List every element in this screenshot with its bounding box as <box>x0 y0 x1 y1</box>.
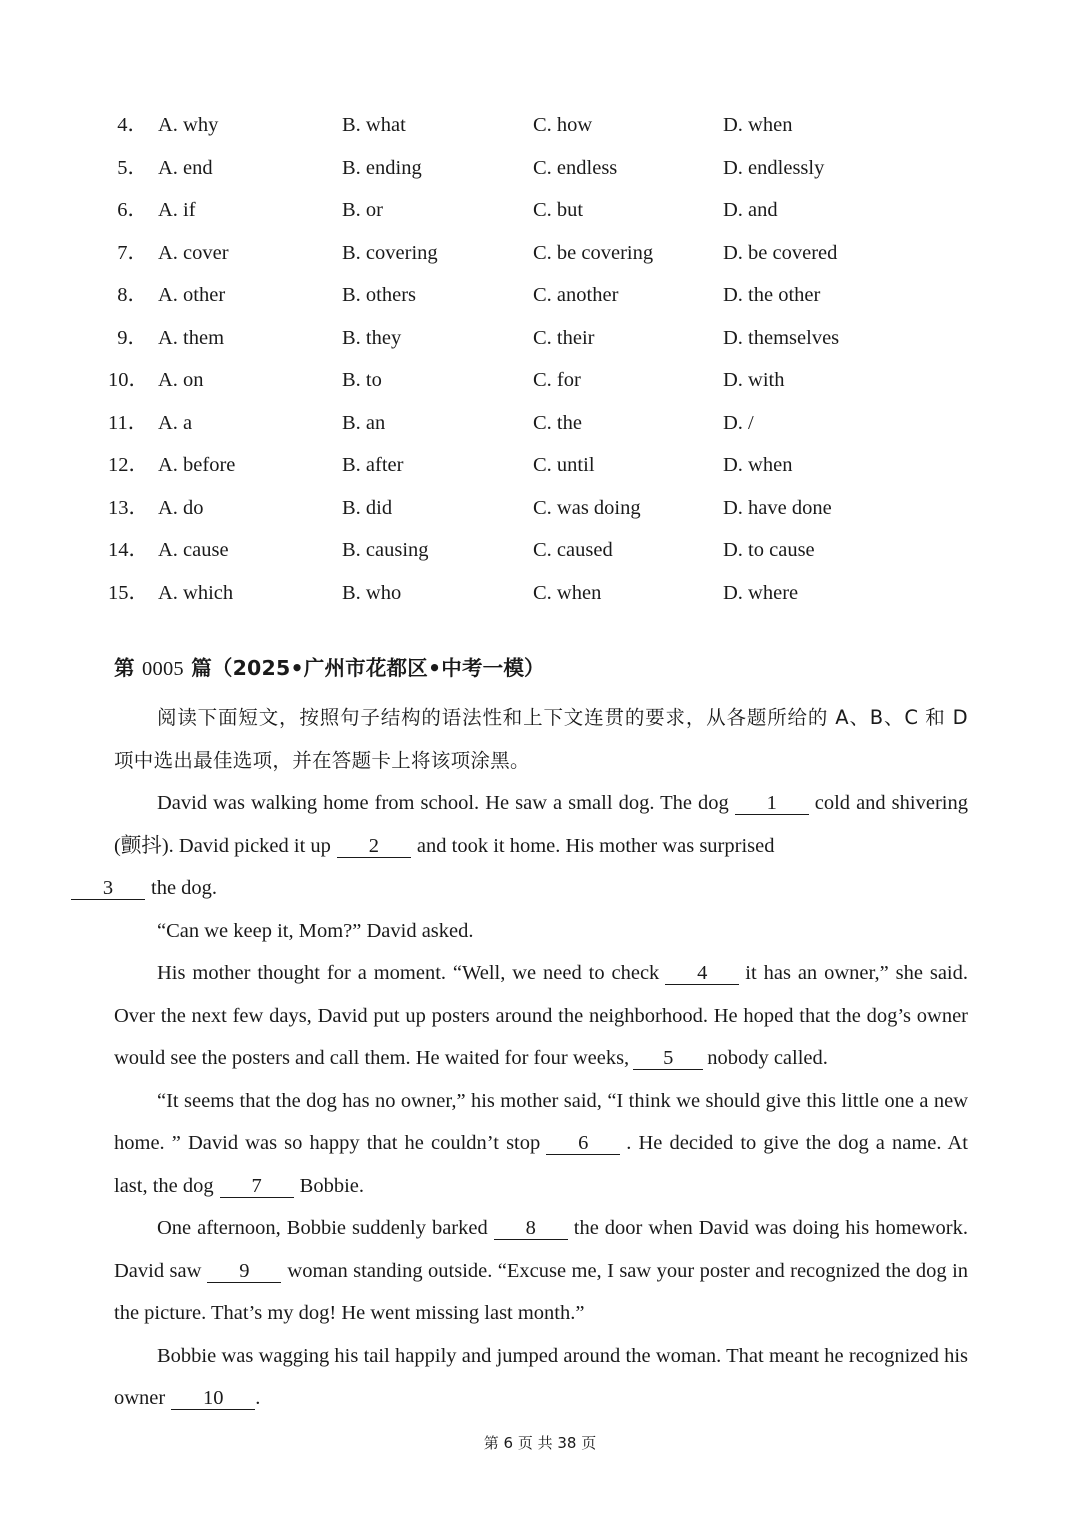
option-a: A. if <box>158 199 196 221</box>
option-row-6 <box>0 189 1080 231</box>
blank-5: 5 <box>633 1047 703 1070</box>
option-row-5 <box>0 147 1080 189</box>
option-c: C. endless <box>533 156 618 179</box>
option-row-11 <box>0 402 1080 444</box>
option-b: B. or <box>342 199 383 221</box>
option-c: C. caused <box>533 539 613 561</box>
option-d: D. with <box>723 369 785 391</box>
text: . <box>255 1387 261 1409</box>
page-number-footer: 第 6 页 共 38 页 <box>483 1434 597 1452</box>
option-b: B. to <box>342 369 382 391</box>
option-b: B. who <box>342 581 402 604</box>
option-d: D. have done <box>723 496 832 519</box>
option-b: B. after <box>342 454 404 476</box>
option-a: A. end <box>158 156 213 179</box>
option-row-9 <box>0 317 1080 359</box>
paragraph-4 <box>114 1080 968 1208</box>
question-number: 10． <box>108 369 149 391</box>
section-title <box>114 652 545 685</box>
paragraph-5 <box>114 1207 968 1335</box>
option-d: D. endlessly <box>723 156 825 179</box>
option-b: B. causing <box>342 539 429 561</box>
text: the dog. <box>151 877 218 899</box>
option-d: D. the other <box>723 284 821 306</box>
option-a: A. on <box>158 369 204 391</box>
question-number: 9． <box>117 326 148 349</box>
blank-2: 2 <box>337 835 411 858</box>
question-number: 14． <box>108 539 149 561</box>
option-c: C. another <box>533 284 619 306</box>
section-title-prefix: 第 <box>114 656 143 680</box>
option-c: C. how <box>533 114 593 136</box>
option-a: A. do <box>158 496 204 519</box>
text: it has an owner,” she said. Over the next few days, David put up posters around the neighborhood. He hoped that the dog’s owner would see the posters and call them. He waited for four weeks, <box>114 962 968 1069</box>
text: His mother thought for a moment. “Well, we need to check <box>157 962 660 984</box>
option-a: A. cause <box>158 539 229 561</box>
question-number: 11． <box>108 411 149 434</box>
option-c: C. for <box>533 369 581 391</box>
option-b: B. what <box>342 114 406 136</box>
text: the door when David was doing his homework. David saw <box>114 1217 968 1282</box>
option-row-8 <box>0 274 1080 316</box>
option-b: B. they <box>342 326 402 349</box>
text: One afternoon, Bobbie suddenly barked <box>157 1217 488 1239</box>
option-row-7 <box>0 232 1080 274</box>
question-number: 7． <box>117 241 148 264</box>
paragraph-2: “Can we keep it, Mom?” David asked. <box>157 919 474 942</box>
option-b: B. an <box>342 411 386 434</box>
option-a: A. before <box>158 454 236 476</box>
blank-6: 6 <box>546 1132 620 1155</box>
text: Bobbie was wagging his tail happily and jumped around the woman. That meant he recognized his owner <box>114 1344 968 1409</box>
option-a: A. cover <box>158 241 229 264</box>
text: and took it home. His mother was surprised <box>416 834 775 857</box>
option-a: A. other <box>158 284 226 306</box>
option-d: D. when <box>723 454 793 476</box>
blank-7: 7 <box>220 1175 294 1198</box>
option-d: D. themselves <box>723 326 840 349</box>
blank-10: 10 <box>171 1387 255 1410</box>
option-c: C. the <box>533 411 582 434</box>
option-row-12 <box>0 444 1080 486</box>
option-b: B. did <box>342 496 393 519</box>
option-d: D. be covered <box>723 241 838 264</box>
text: nobody called. <box>707 1047 828 1069</box>
option-c: C. but <box>533 199 584 221</box>
paragraph-3 <box>114 952 968 1080</box>
option-d: D. to cause <box>723 539 815 561</box>
option-a: A. which <box>158 581 234 604</box>
question-number: 15． <box>108 581 149 604</box>
blank-8: 8 <box>494 1217 568 1240</box>
text: cold and shivering (颤抖). David picked it up <box>114 792 968 857</box>
instructions: 阅读下面短文，按照句子结构的语法性和上下文连贯的要求，从各题所给的 A、B、C 和 D 项中选出最佳选项，并在答题卡上将该项涂黑。 <box>114 706 968 772</box>
option-row-4 <box>0 104 1080 146</box>
option-c: C. until <box>533 454 595 476</box>
paragraph-6 <box>114 1335 968 1420</box>
option-row-14 <box>0 529 1080 571</box>
question-number: 12． <box>108 454 149 476</box>
option-row-15 <box>0 572 1080 614</box>
question-number: 13． <box>108 496 149 519</box>
text: Bobbie. <box>299 1174 364 1197</box>
blank-1: 1 <box>735 792 809 815</box>
text: David was walking home from school. He saw a small dog. The dog <box>157 792 729 814</box>
option-b: B. ending <box>342 156 422 179</box>
section-title-suffix: 篇（2025•广州市花都区•中考一模） <box>183 656 545 680</box>
option-d: D. when <box>723 114 793 136</box>
option-d: D. / <box>723 411 754 434</box>
question-number: 4． <box>117 114 148 136</box>
text: . He decided to give the dog a name. At last, the dog <box>114 1132 968 1197</box>
option-a: A. them <box>158 326 225 349</box>
blank-9: 9 <box>207 1260 281 1283</box>
question-number: 5． <box>117 156 148 179</box>
question-number: 6． <box>117 199 148 221</box>
blank-3: 3 <box>71 877 145 900</box>
paragraph-1 <box>102 782 968 910</box>
option-row-13 <box>0 487 1080 529</box>
blank-4: 4 <box>665 962 739 985</box>
option-d: D. where <box>723 581 799 604</box>
option-c: C. their <box>533 326 595 349</box>
text: woman standing outside. “Excuse me, I saw your poster and recognized the dog in the picture. That’s my dog! He went missing last month.” <box>114 1259 969 1324</box>
question-number: 8． <box>117 284 148 306</box>
option-a: A. why <box>158 114 219 136</box>
option-c: C. when <box>533 581 602 604</box>
reading-passage <box>102 697 969 1420</box>
section-number: 0005 <box>142 658 184 680</box>
option-c: C. be covering <box>533 241 654 264</box>
option-c: C. was doing <box>533 496 641 519</box>
option-row-10 <box>0 359 1080 401</box>
option-d: D. and <box>723 199 778 221</box>
option-b: B. covering <box>342 241 438 264</box>
text: “It seems that the dog has no owner,” his mother said, “I think we should give this little one a new home. ” David was so happy that he couldn’t stop <box>114 1089 968 1154</box>
option-b: B. others <box>342 284 417 306</box>
option-a: A. a <box>158 411 193 434</box>
